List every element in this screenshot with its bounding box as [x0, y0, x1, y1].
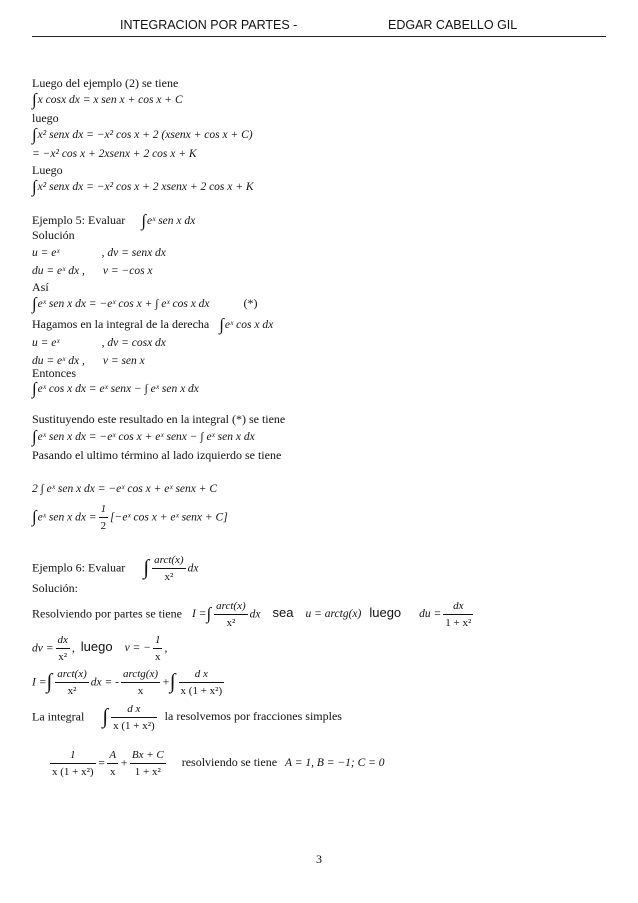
integral-sign: ∫ — [102, 704, 109, 729]
formula-line: ∫eˣ sen x dx = −eˣ cos x + ∫ eˣ cos x dx (*) — [32, 294, 258, 313]
integral-sign: ∫ — [169, 669, 176, 694]
fraction-dx: $\frac{\text{d x}}{\text{x (1 + x²)}}$ — [113, 703, 155, 732]
text-line: Luego — [32, 163, 63, 177]
fraction-dv: $\frac{dx}{\text{x²}}$ — [57, 634, 68, 663]
formula-line: La integral ∫ $\frac{\text{d x}}{\text{x (1 + x²)}}$ la resolvemos por fracciones simples — [32, 703, 342, 732]
formula-line: ∫x² senx dx = −x² cos x + 2 (xsenx + cos x + C) — [32, 125, 253, 144]
fraction-ej6: $\frac{\text{arct(x)}}{\text{x²}}$ — [216, 600, 246, 629]
formula-line: ∫eˣ sen x dx = $\frac{1}{2}$ [−eˣ cos x + eˣ senx + C] — [32, 503, 228, 532]
header-title: INTEGRACION POR PARTES - — [120, 18, 298, 32]
fraction-half: $\frac{1}{2}$ — [100, 503, 107, 532]
formula-line: ∫x² senx dx = −x² cos x + 2 xsenx + 2 cos x + K — [32, 177, 254, 196]
formula-line: ∫x cosx dx = x sen x + cos x + C — [32, 90, 183, 109]
example-6-heading: Ejemplo 6: Evaluar ∫ $\frac{\text{arct(x)}}{\text{x²}}$ dx — [32, 554, 199, 583]
page-header — [0, 16, 638, 38]
integral-sign: ∫ — [219, 315, 224, 334]
fraction-dx: $\frac{\text{d x}}{\text{x (1 + x²)}}$ — [180, 668, 223, 697]
formula-line: = −x² cos x + 2xsenx + 2 cos x + K — [32, 148, 197, 160]
fraction-partial: $\frac{1}{\text{x (1 + x²)}}$ — [52, 749, 94, 778]
integral-sign: ∫ — [32, 507, 37, 527]
integral-sign: ∫ — [46, 669, 53, 694]
integral-sign: ∫ — [32, 177, 37, 196]
text-line: luego — [32, 111, 59, 125]
text-line: Pasando el ultimo término al lado izquierdo se tiene — [32, 448, 282, 462]
formula-line: I =∫ $\frac{\text{arct(x)}}{\text{x²}}$ dx = - $\frac{\text{arctg(x)}}{x}$ +∫ $\frac{\text{d x}}{\text{x (1 + x²)}}$ — [32, 668, 223, 697]
formula-line: du = eˣ dx , v = −cos x — [32, 265, 153, 277]
integral-sign: ∫ — [206, 604, 212, 624]
integral-sign: ∫ — [32, 294, 37, 313]
text-line: Luego del ejemplo (2) se tiene — [32, 76, 179, 90]
text-line: Solución: — [32, 581, 79, 595]
formula-line: Resolviendo por partes se tiene I =∫ $\frac{\text{arct(x)}}{\text{x²}}$ dx sea u = arctg(x) luego du = $\frac{dx}{\text{1 + x²}}$ — [32, 600, 472, 629]
fraction-v: $\frac{1}{x}$ — [154, 634, 161, 663]
fraction-ej6: $\frac{\text{arct(x)}}{\text{x²}}$ — [57, 668, 87, 697]
text-line: Entonces — [32, 366, 76, 380]
integral-sign: ∫ — [32, 125, 37, 144]
formula-line: ∫eˣ sen x dx = −eˣ cos x + eˣ senx − ∫ eˣ sen x dx — [32, 427, 255, 446]
formula-line: ∫eˣ cos x dx = eˣ senx − ∫ eˣ sen x dx — [32, 379, 199, 398]
formula-line: dv = $\frac{dx}{\text{x²}}$ , luego v = − $\frac{1}{x}$ , — [32, 634, 168, 663]
formula-line: du = eˣ dx , v = sen x — [32, 355, 145, 367]
example-5-heading: Ejemplo 5: Evaluar ∫eˣ sen x dx — [32, 211, 196, 230]
text-line: Solución — [32, 228, 75, 242]
text-line: Hagamos en la integral de la derecha ∫eˣ cos x dx — [32, 315, 274, 334]
integral-sign: ∫ — [143, 555, 150, 580]
integral-sign: ∫ — [32, 379, 37, 398]
formula-line: 2 ∫ eˣ sen x dx = −eˣ cos x + eˣ senx + C — [32, 483, 218, 495]
fraction-arctg: $\frac{\text{arctg(x)}}{x}$ — [122, 668, 158, 697]
fraction-bx-c: $\frac{Bx + C}{\text{1 + x²}}$ — [131, 749, 164, 778]
page-number: 3 — [316, 852, 322, 866]
integral-sign: ∫ — [141, 211, 146, 230]
header-author: EDGAR CABELLO GIL — [388, 18, 518, 32]
fraction-ej6: $\frac{\text{arct(x)}}{\text{x²}}$ — [154, 554, 184, 583]
fraction-du: $\frac{dx}{\text{1 + x²}}$ — [445, 600, 472, 629]
integral-sign: ∫ — [32, 427, 37, 446]
text-line: Sustituyendo este resultado en la integral (*) se tiene — [32, 412, 286, 426]
header-rule — [32, 36, 606, 37]
formula-line: $\frac{1}{\text{x (1 + x²)}}$ = $\frac{A}{x}$ + $\frac{Bx + C}{\text{1 + x²}}$ resolviendo se tiene A = 1, B = −1; C = 0 — [52, 749, 385, 778]
formula-line: u = eˣ , dv = senx dx — [32, 247, 166, 259]
fraction-a: $\frac{A}{x}$ — [109, 749, 117, 778]
integral-sign: ∫ — [32, 90, 37, 109]
text-line: Así — [32, 280, 49, 294]
formula-line: u = eˣ , dv = cosx dx — [32, 337, 166, 349]
